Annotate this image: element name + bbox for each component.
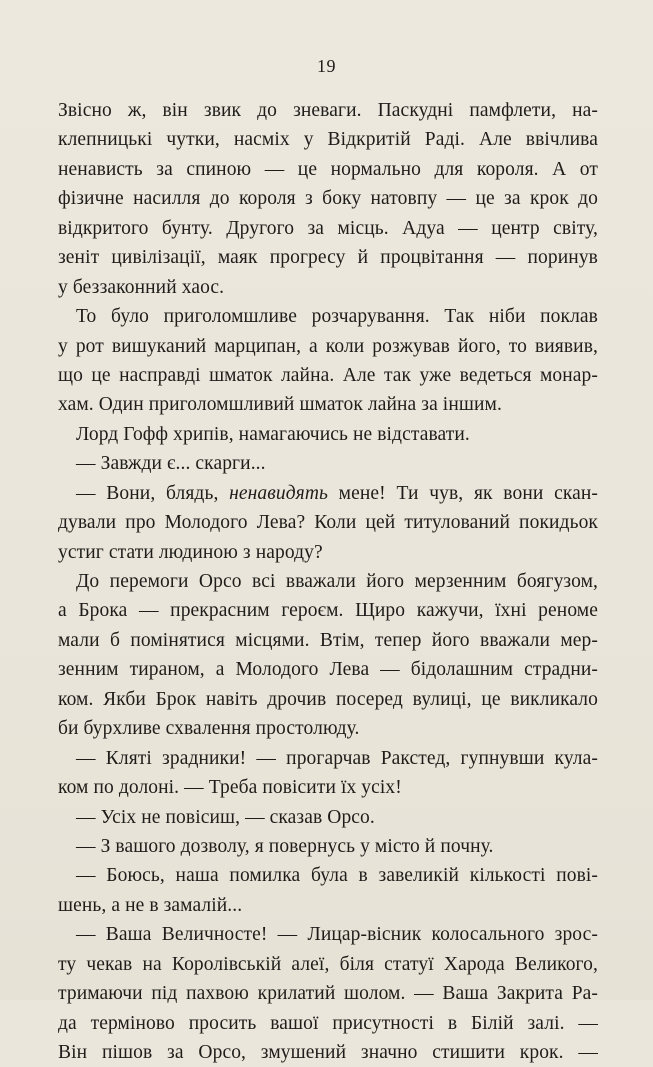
text-line: зеніт цивілізації, маяк прогресу й процвітання — поринув [58,247,598,269]
text-line: ком по долоні. — Треба повісити їх усіх! [58,777,402,799]
text-line [58,479,598,508]
text-line: у рот вишуканий марципан, а коли розжував його, то виявив, [58,335,598,357]
text-line: — Ваша Величносте! — Лицар-вісник колосального зрос- [76,924,598,946]
text-line: хам. Один приголомшливий шматок лайна за іншим. [58,394,502,416]
emphasis-text: ненавидять [229,482,328,504]
body-text [58,96,598,1067]
text-line: да терміново просить вашої присутності в Білій залі. — [58,1012,598,1034]
text-line: Лорд Гофф хрипів, намагаючись не відставати. [76,423,470,445]
text-line: зенним тираном, а Молодого Лева — бідолашним страдни- [58,659,598,681]
text-run: мене! Ти чув, як вони скан- [327,482,599,504]
text-line: Він пішов за Орсо, змушений значно стишити крок. — [58,1042,598,1063]
text-line: До перемоги Орсо всі вважали його мерзенним боягузом, [76,571,598,592]
text-line: — Кляті зрадники! — прогарчав Ракстед, гупнувши кула- [76,747,598,769]
text-line: відкритого бунту. Другого за місць. Адуа — центр світу, [58,217,598,239]
text-line: клепницькі чутки, насміх у Відкритій Раді. Але ввічлива [58,129,598,151]
text-line: — Боюсь, наша помилка була в завеликій кількості пові- [76,865,598,887]
text-line: шень, а не в замалій... [58,894,243,916]
text-line: а Брока — прекрасним героєм. Щиро кажучи, їхні реноме [58,600,598,622]
text-run: — Вони, блядь, [76,482,230,504]
text-line: ту чекав на Королівській алеї, біля статуї Харода Великого, [58,953,598,975]
text-line: ненависть за спиною — це нормально для короля. А от [58,158,598,180]
text-line: устиг стати людиною з народу? [58,541,323,563]
text-line: ком. Якби Брок навіть дрочив посеред вулиці, це викликало [58,688,598,710]
text-line: фізичне насилля до короля з боку натовпу — це за крок до [58,188,598,210]
text-line: у беззаконний хаос. [58,276,225,298]
text-line: — Усіх не повісиш, — сказав Орсо. [76,806,375,828]
text-line: мали б помінятися місцями. Втім, тепер його вважали мер- [58,629,598,651]
text-line: То було приголомшливе розчарування. Так ніби поклав [76,306,598,328]
text-line: — З вашого дозволу, я повернусь у місто й почну. [76,835,494,857]
text-line: Звісно ж, він звик до зневаги. Паскудні памфлети, на- [58,100,598,121]
text-line: що це насправді шматок лайна. Але так уже ведеться монар- [58,364,598,386]
page-number: 19 [317,56,336,76]
text-line: тримаючи під пахвою крилатий шолом. — Ваша Закрита Ра- [58,983,598,1005]
text-line: би бурхливе схвалення простолюду. [58,718,360,740]
text-line: дували про Молодого Лева? Коли цей титулований покидьок [58,512,598,534]
text-line: — Завжди є... скарги... [76,453,266,475]
